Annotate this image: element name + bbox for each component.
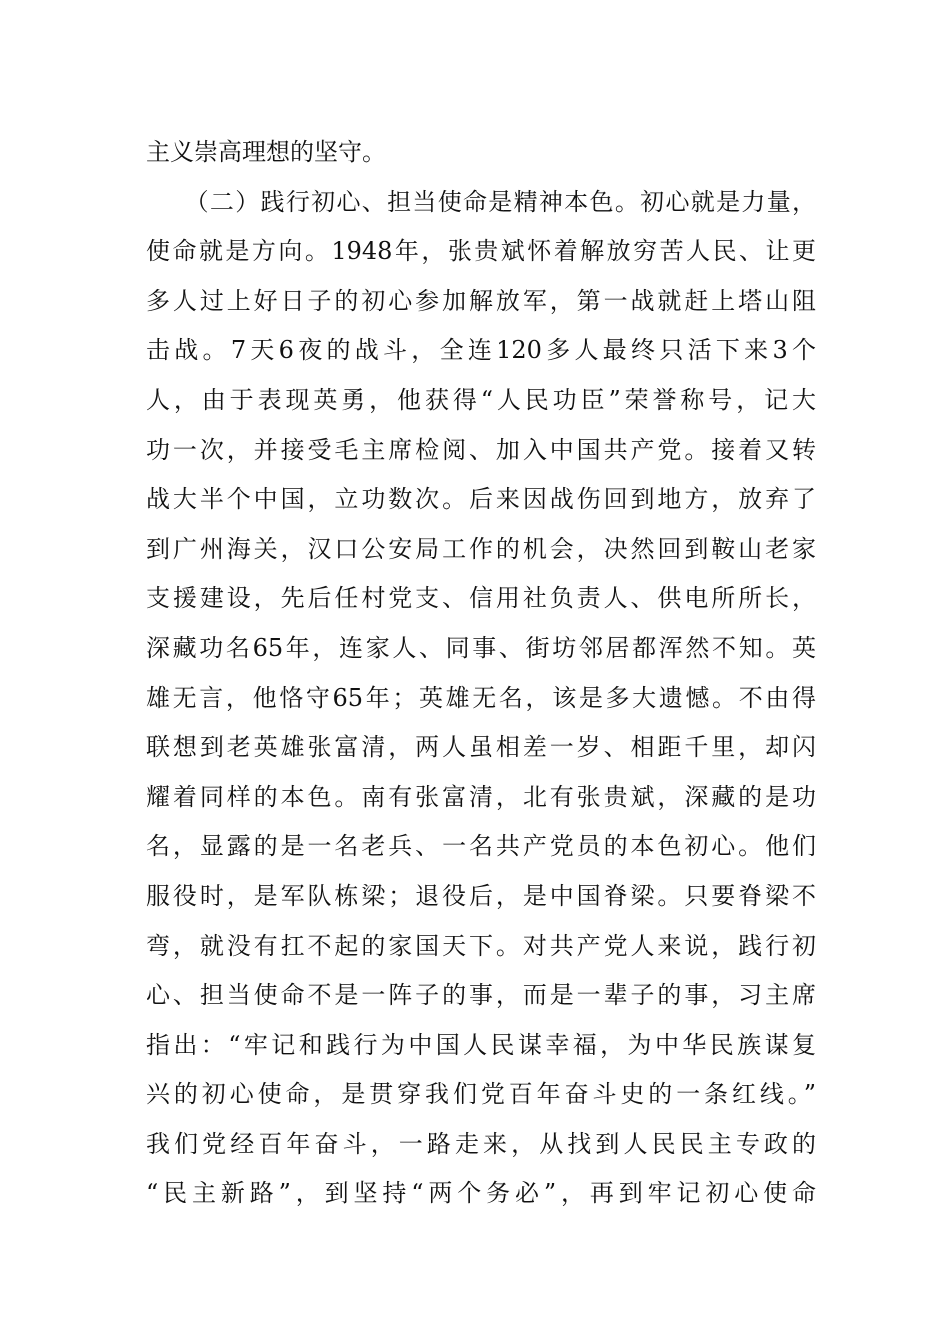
text-line: 名，显露的是一名老兵、一名共产党员的本色初心。他们 [146,832,816,861]
text-line: 深藏功名65年，连家人、同事、街坊邻居都浑然不知。英 [146,633,816,662]
text-line: 心、担当使命不是一阵子的事，而是一辈子的事，习主席 [146,981,816,1010]
text-line: 弯，就没有扛不起的家国天下。对共产党人来说，践行初 [146,931,816,960]
text-line: （二）践行初心、担当使命是精神本色。初心就是力量， [146,187,816,216]
body-text [146,128,816,1219]
text-line: 多人过上好日子的初心参加解放军，第一战就赶上塔山阻 [146,286,816,315]
text-line: 指出：“牢记和践行为中国人民谋幸福，为中华民族谋复 [146,1030,816,1059]
text-line: 战大半个中国，立功数次。后来因战伤回到地方，放弃了 [146,485,816,514]
text-line: 耀着同样的本色。南有张富清，北有张贵斌，深藏的是功 [146,782,816,811]
text-line: 主义崇高理想的坚守。 [146,138,386,166]
text-line: 支援建设，先后任村党支、信用社负责人、供电所所长， [146,584,816,613]
text-line: 联想到老英雄张富清，两人虽相差一岁、相距千里，却闪 [146,733,816,762]
text-line: 兴的初心使命，是贯穿我们党百年奋斗史的一条红线。” [146,1080,816,1109]
text-line: 人，由于表现英勇，他获得“人民功臣”荣誉称号，记大 [146,385,816,414]
text-line: 功一次，并接受毛主席检阅、加入中国共产党。接着又转 [146,435,816,464]
text-line: 到广州海关，汉口公安局工作的机会，决然回到鞍山老家 [146,534,816,563]
text-line: 击战。7天6夜的战斗，全连120多人最终只活下来3个 [146,336,816,365]
text-line: 服役时，是军队栋梁；退役后，是中国脊梁。只要脊梁不 [146,881,816,910]
text-line: 使命就是方向。1948年，张贵斌怀着解放穷苦人民、让更 [146,237,816,266]
text-line: “民主新路”，到坚持“两个务必”，再到牢记初心使命 [146,1179,816,1208]
text-line: 雄无言，他恪守65年；英雄无名，该是多大遗憾。不由得 [146,683,816,712]
text-line: 我们党经百年奋斗，一路走来，从找到人民民主专政的 [146,1129,816,1158]
